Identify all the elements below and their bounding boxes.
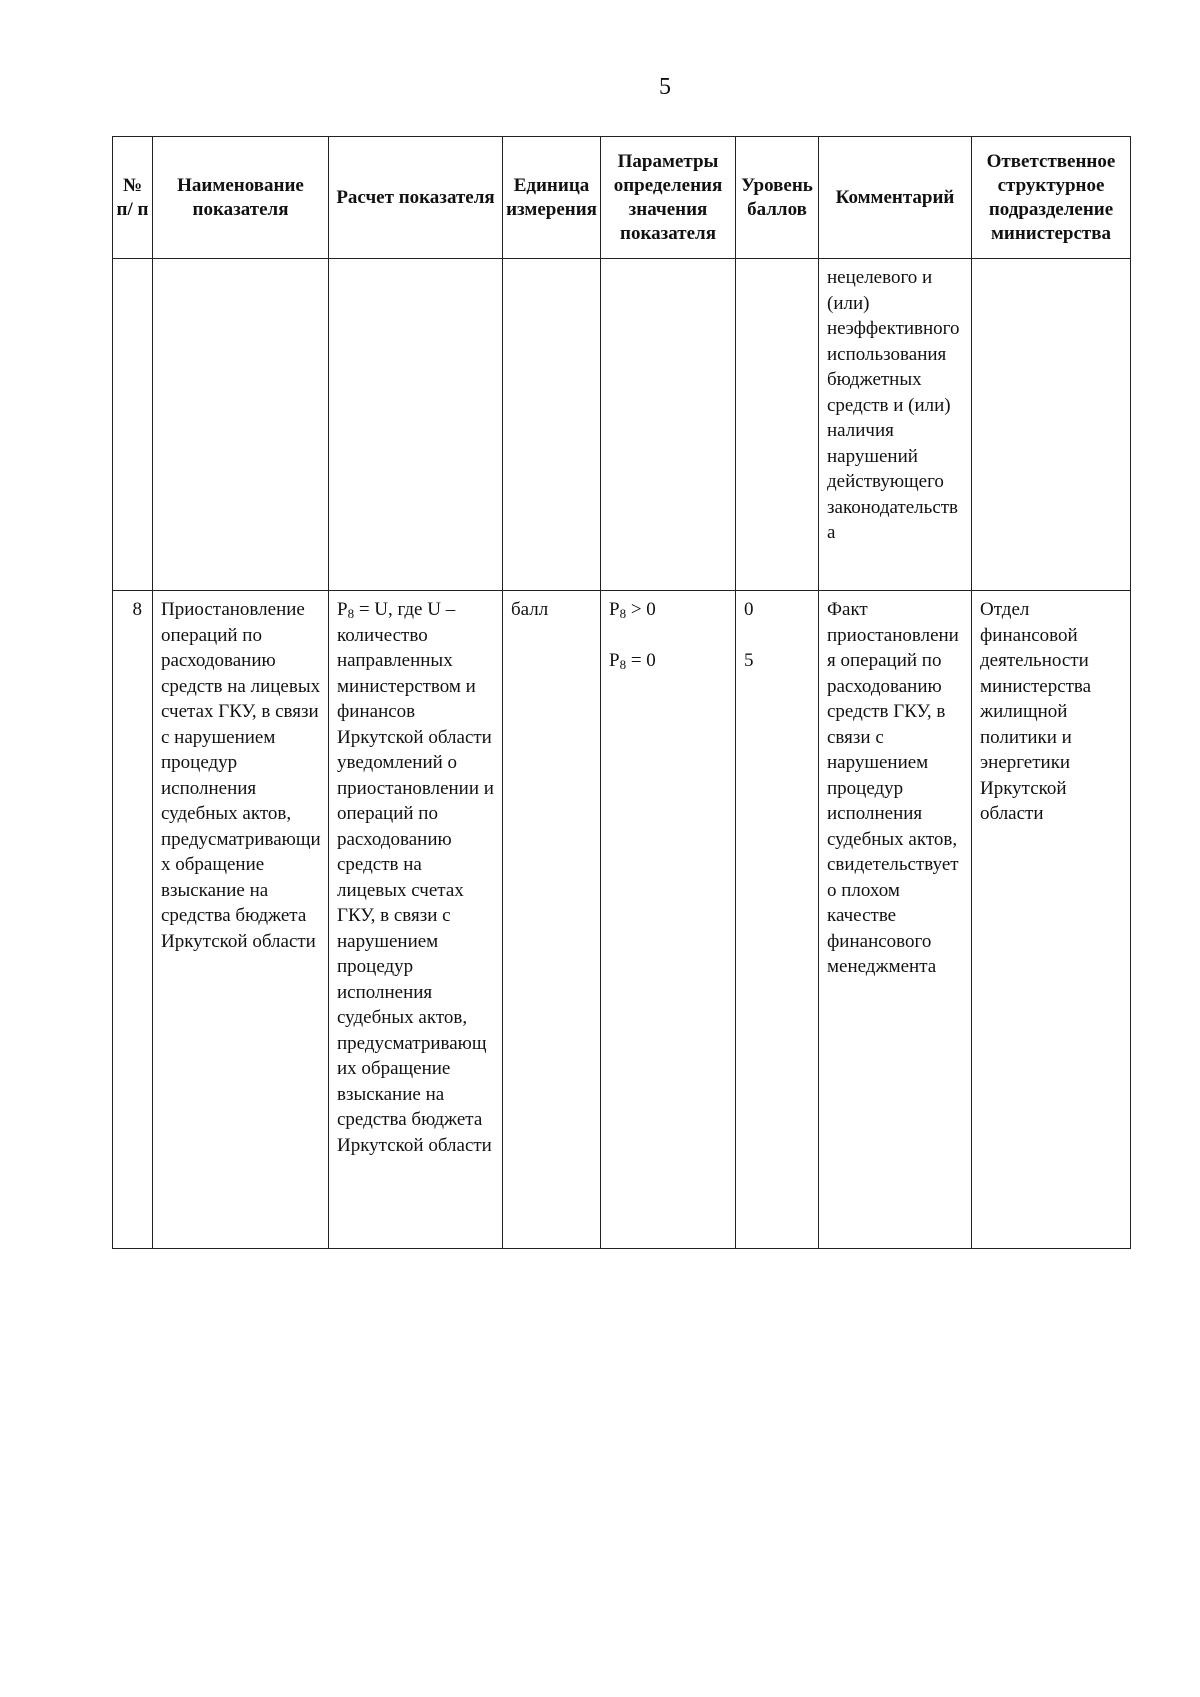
table-header-row xyxy=(113,137,1131,259)
cell-indicator-name: Приостановление операций по расходованию средств на лицевых счетах ГКУ, в связи с нарушением процедур исполнения судебных актов, предусматривающих обращение взыскание на средства бюджета Иркутской области xyxy=(153,591,329,1249)
table-row-8 xyxy=(113,591,1131,1249)
cell-unit: балл xyxy=(503,591,601,1249)
header-responsible: Ответственное структурное подразделение министерства xyxy=(972,137,1131,259)
param-condition-1: $P_8 > 0$ xyxy=(609,599,656,621)
header-comment: Комментарий xyxy=(819,137,972,259)
cell-empty xyxy=(503,259,601,591)
cell-calculation xyxy=(329,591,503,1249)
cell-comment-continued: нецелевого и (или) неэффективного использования бюджетных средств и (или) наличия нарушений действующего законодательства xyxy=(819,259,972,591)
cell-empty xyxy=(113,259,153,591)
table-row-continuation xyxy=(113,259,1131,591)
cell-scores xyxy=(736,591,819,1249)
cell-empty xyxy=(972,259,1131,591)
cell-number: 8 xyxy=(113,591,153,1249)
param-condition-2: $P_8 = 0$ xyxy=(609,649,656,672)
page-number: 5 xyxy=(659,74,671,100)
header-scores: Уровень баллов xyxy=(736,137,819,259)
cell-empty xyxy=(736,259,819,591)
formula-subscript: 8 xyxy=(347,606,355,621)
header-params: Параметры определения значения показателя xyxy=(601,137,736,259)
formula-rest: = U, где xyxy=(354,599,423,620)
cell-comment: Факт приостановления операций по расходованию средств ГКУ, в связи с нарушением процедур исполнения судебных актов, свидетельствует о плохом качестве финансового менеджмента xyxy=(819,591,972,1249)
indicators-table xyxy=(112,136,1131,1249)
cell-empty xyxy=(329,259,503,591)
score-1: 0 xyxy=(744,599,754,620)
score-2: 5 xyxy=(744,649,754,671)
formula-var: P xyxy=(337,599,348,620)
header-unit: Единица измерения xyxy=(503,137,601,259)
cell-responsible: Отдел финансовой деятельности министерства жилищной политики и энергетики Иркутской области xyxy=(972,591,1131,1249)
calc-formula xyxy=(337,599,422,620)
cell-params xyxy=(601,591,736,1249)
header-calc: Расчет показателя xyxy=(329,137,503,259)
calc-description: U – количество направленных министерством и финансов Иркутской области уведомлений о приостановлении и операций по расходованию средств на лицевых счетах ГКУ, в связи с нарушением процедур исполнения судебных актов, предусматривающих обращение взыскание на средства бюджета Иркутской области xyxy=(337,599,494,1156)
cell-empty xyxy=(601,259,736,591)
cell-empty xyxy=(153,259,329,591)
header-number: № п/ п xyxy=(113,137,153,259)
header-name: Наименование показателя xyxy=(153,137,329,259)
